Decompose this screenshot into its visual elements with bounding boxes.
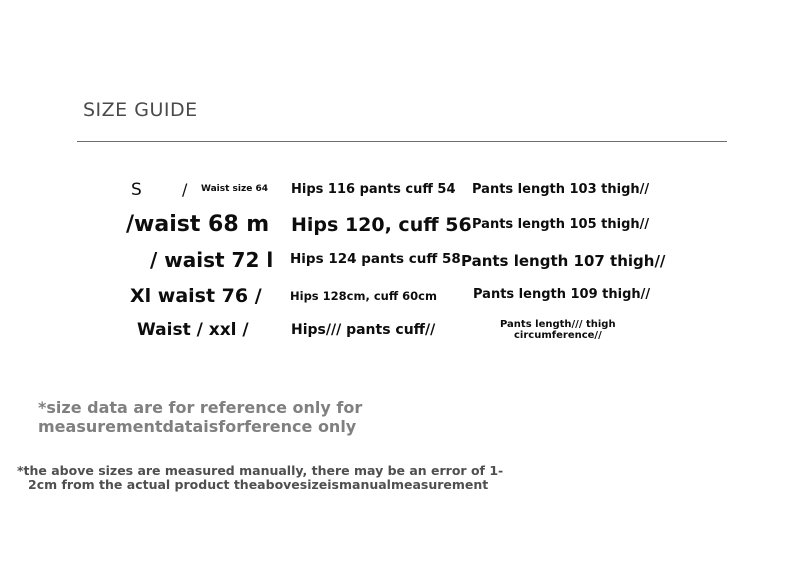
size-s-label: S: [131, 180, 142, 200]
size-s-waist: Waist size 64: [201, 184, 268, 194]
reference-note-line1: *size data are for reference only for: [38, 398, 363, 417]
size-l-hips: Hips 124 pants cuff 58: [290, 251, 461, 267]
manual-note-line1: *the above sizes are measured manually, there may be an error of 1-: [17, 463, 504, 478]
size-l-waist: / waist 72 l: [150, 248, 274, 272]
page-title: SIZE GUIDE: [83, 99, 198, 121]
size-xl-length: Pants length 109 thigh//: [473, 287, 651, 302]
size-m-hips: Hips 120, cuff 56: [291, 214, 472, 236]
size-xl-hips: Hips 128cm, cuff 60cm: [290, 289, 437, 303]
size-xxl-waist: Waist / xxl /: [137, 320, 249, 340]
size-m-waist: /waist 68 m: [126, 212, 270, 237]
reference-note-line2: measurementdataisforference only: [38, 417, 357, 436]
size-s-length: Pants length 103 thigh//: [472, 182, 650, 197]
size-xxl-length-line1: Pants length/// thigh: [500, 319, 616, 330]
size-xxl-hips: Hips/// pants cuff//: [291, 322, 436, 338]
title-divider: [77, 141, 727, 142]
size-s-separator: /: [182, 180, 188, 199]
size-l-length: Pants length 107 thigh//: [461, 252, 666, 270]
manual-note-line2: 2cm from the actual product theabovesizeismanualmeasurement: [28, 477, 489, 492]
size-xl-waist: Xl waist 76 /: [130, 285, 262, 307]
size-m-length: Pants length 105 thigh//: [472, 217, 650, 232]
size-xxl-length-line2: circumference//: [514, 330, 602, 341]
size-s-hips: Hips 116 pants cuff 54: [291, 182, 456, 197]
